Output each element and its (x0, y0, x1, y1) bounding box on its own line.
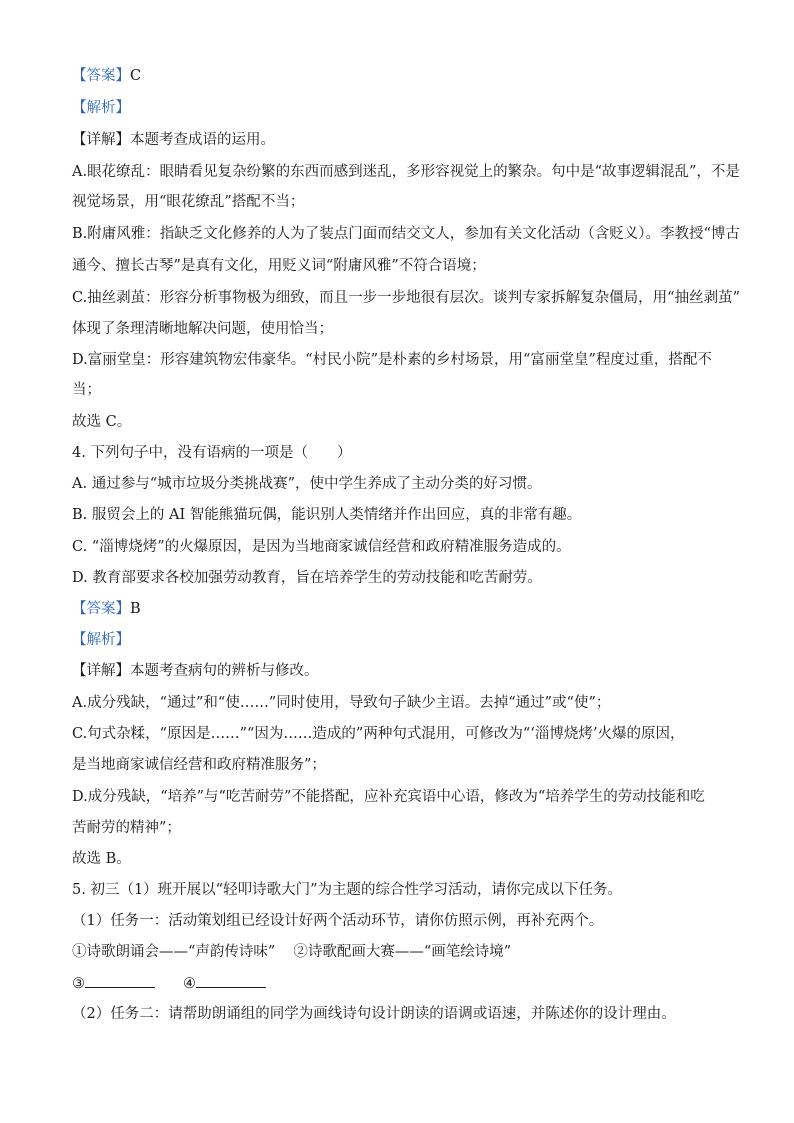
q3-line-9: 故选 C。 (72, 414, 132, 430)
q4-question: 4. 下列句子中，没有语病的一项是（ ） (72, 445, 352, 461)
q4-line-3: 是当地商家诚信经营和政府精准服务”； (72, 757, 326, 773)
q4-analysis-tag (72, 630, 732, 650)
q3-line-8: 当； (72, 382, 101, 398)
q4-line-5: 苦耐劳的精神”； (72, 820, 181, 836)
q5-task-1: （1）任务一：活动策划组已经设计好两个活动环节，请你仿照示例，再补充两个。 (72, 913, 604, 929)
q5-example-2: ②诗歌配画大赛——“画笔绘诗境” (293, 944, 512, 960)
q5-task-2: （2）任务二：请帮助朗诵组的同学为画线诗句设计朗读的语调或语速，并陈述你的设计理由。 (72, 1006, 676, 1022)
q5-blank-3-label: ③ (72, 976, 85, 992)
detail-text: 本题考查病句的辨析与修改。 (130, 663, 319, 679)
q5-blank-3[interactable] (85, 973, 155, 988)
q3-line-3: B.附庸风雅：指缺乏文化修养的人为了装点门面而结交文人，参加有关文化活动（含贬义）。李教授“博古 (72, 226, 740, 242)
q3-line-2: 视觉场景，用“眼花缭乱”搭配不当； (72, 194, 305, 210)
answer-value: B (130, 601, 141, 617)
q4-line-6: 故选 B。 (72, 851, 131, 867)
q3-analysis-tag (72, 98, 732, 118)
detail-tag: 【详解】 (72, 663, 130, 679)
q4-line-1: A.成分残缺，“通过”和“使……”同时使用，导致句子缺少主语。去掉“通过”或“使”； (72, 695, 611, 711)
q4-option-c: C. “淄博烧烤”的火爆原因，是因为当地商家诚信经营和政府精准服务造成的。 (72, 539, 571, 555)
q4-option-d: D. 教育部要求各校加强劳动教育，旨在培养学生的劳动技能和吃苦耐劳。 (72, 570, 542, 586)
answer-value: C (130, 68, 142, 84)
q3-line-5: C.抽丝剥茧：形容分析事物极为细致，而且一步一步地很有层次。谈判专家拆解复杂僵局，用“抽丝剥茧” (72, 290, 741, 306)
q4-line-2: C.句式杂糅，“原因是……”“因为……造成的”两种句式混用，可修改为“‘淄博烧烤’火爆的原因， (72, 726, 685, 742)
q4-option-a: A. 通过参与“城市垃圾分类挑战赛”，使中学生养成了主动分类的好习惯。 (72, 476, 542, 492)
q5-blank-4[interactable] (196, 973, 266, 988)
q5-example-1: ①诗歌朗诵会——“声韵传诗味” (72, 944, 276, 960)
q5-question: 5. 初三（1）班开展以“轻叩诗歌大门”为主题的综合性学习活动，请你完成以下任务。 (72, 882, 622, 898)
q4-option-b: B. 服贸会上的 AI 智能熊猫玩偶，能识别人类情绪并作出回应，真的非常有趣。 (72, 507, 582, 523)
analysis-tag: 【解析】 (72, 632, 130, 648)
analysis-tag: 【解析】 (72, 100, 130, 116)
q3-line-1: A.眼花缭乱：眼睛看见复杂纷繁的东西而感到迷乱，多形容视觉上的繁杂。句中是“故事逻辑混乱”，不是 (72, 164, 740, 180)
q5-blanks (72, 973, 732, 994)
q4-detail (72, 661, 732, 681)
q5-blank-4-label: ④ (183, 976, 196, 992)
q3-line-7: D.富丽堂皇：形容建筑物宏伟豪华。“村民小院”是朴素的乡村场景，用“富丽堂皇”程度过重，搭配不 (72, 352, 712, 368)
q4-line-4: D.成分残缺，“培养”与“吃苦耐劳”不能搭配，应补充宾语中心语，修改为“培养学生的劳动技能和吃 (72, 789, 705, 805)
q5-examples (72, 942, 732, 962)
detail-text: 本题考查成语的运用。 (130, 132, 275, 148)
q3-answer (72, 66, 732, 86)
q3-line-4: 通今、擅长古琴”是真有文化，用贬义词“附庸风雅”不符合语境； (72, 258, 486, 274)
q3-line-6: 体现了条理清晰地解决问题，使用恰当； (72, 321, 333, 337)
detail-tag: 【详解】 (72, 132, 130, 148)
q3-detail (72, 130, 732, 150)
q4-answer (72, 599, 732, 619)
answer-tag: 【答案】 (72, 601, 130, 617)
answer-tag: 【答案】 (72, 68, 130, 84)
